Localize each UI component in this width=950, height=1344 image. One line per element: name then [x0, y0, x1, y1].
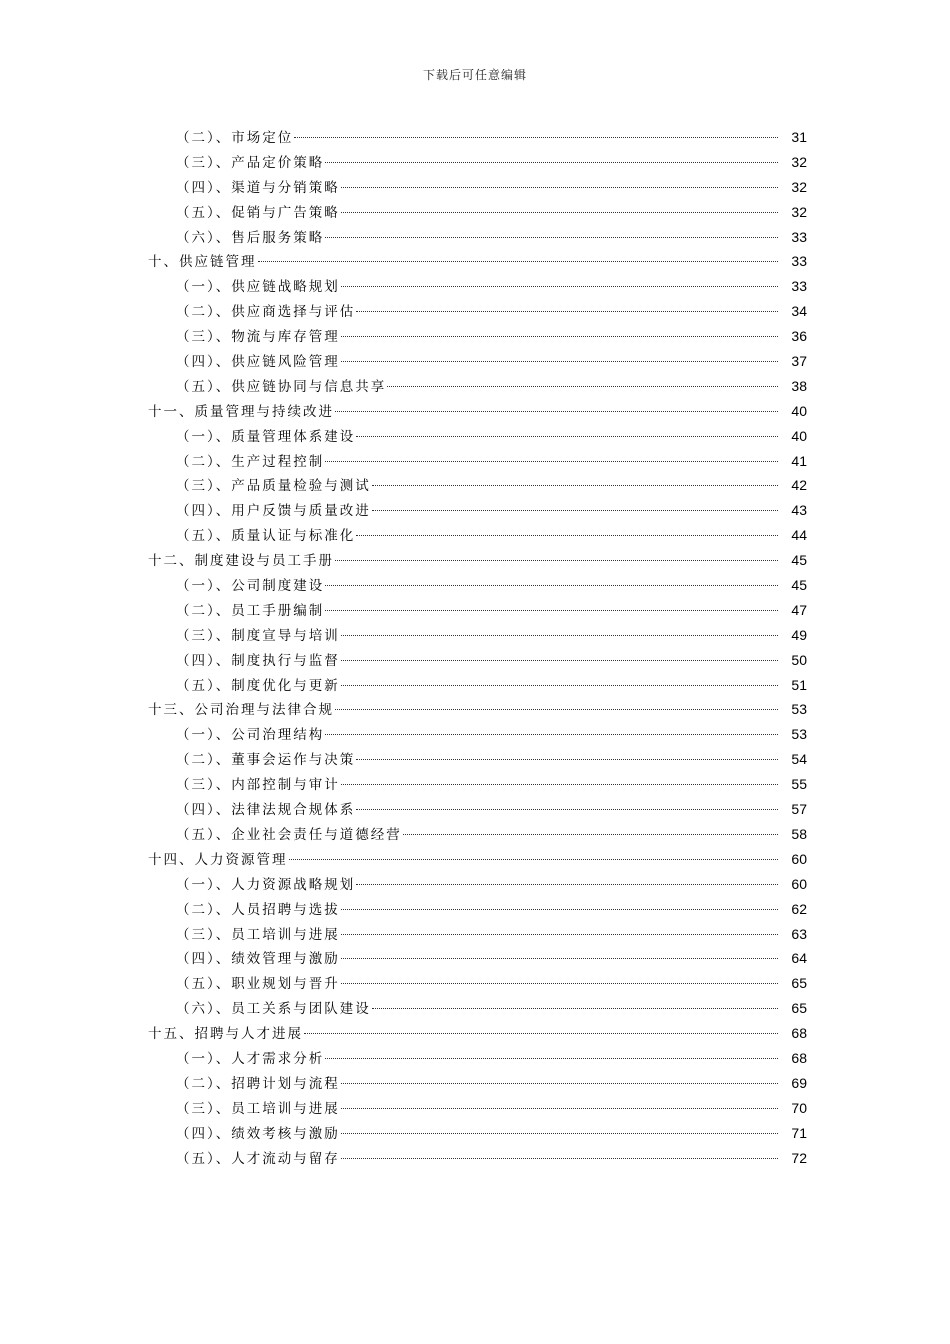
toc-dot-leader [294, 137, 778, 138]
toc-dot-leader [341, 361, 778, 362]
toc-entry-label: （五）、促销与广告策略 [176, 204, 340, 221]
toc-section-entry[interactable] [0, 598, 950, 623]
toc-entry-label: （二）、供应商选择与评估 [176, 304, 356, 321]
toc-section-entry[interactable] [0, 523, 950, 548]
toc-page-number: 44 [791, 527, 807, 544]
toc-page-number: 72 [791, 1149, 807, 1166]
toc-dot-leader [325, 237, 778, 238]
toc-page-number: 70 [791, 1099, 807, 1116]
toc-page-number: 33 [791, 253, 807, 270]
toc-chapter-entry[interactable] [0, 399, 950, 424]
toc-entry-label: （五）、职业规划与晋升 [176, 976, 340, 993]
toc-page-number: 45 [791, 577, 807, 594]
toc-page-number: 34 [791, 303, 807, 320]
toc-entry-label: （三）、产品质量检验与测试 [176, 478, 371, 495]
toc-section-entry[interactable] [0, 946, 950, 971]
toc-entry-label: （三）、内部控制与审计 [176, 777, 340, 794]
toc-dot-leader [403, 834, 778, 835]
toc-entry-label: （二）、市场定位 [176, 130, 294, 146]
toc-dot-leader [341, 784, 778, 785]
toc-dot-leader [335, 411, 778, 412]
toc-dot-leader [356, 884, 778, 885]
toc-section-entry[interactable] [0, 449, 950, 474]
toc-page-number: 62 [791, 900, 807, 917]
toc-entry-label: （四）、法律法规合规体系 [176, 802, 356, 819]
toc-page-number: 43 [791, 502, 807, 519]
toc-dot-leader [372, 485, 778, 486]
toc-dot-leader [341, 286, 778, 287]
toc-dot-leader [289, 859, 779, 860]
toc-page-number: 65 [791, 975, 807, 992]
toc-entry-label: （四）、用户反馈与质量改进 [176, 503, 371, 520]
toc-entry-label: （一）、公司治理结构 [176, 727, 325, 744]
toc-dot-leader [325, 1058, 778, 1059]
toc-entry-label: （四）、绩效管理与激励 [176, 951, 340, 968]
toc-dot-leader [341, 660, 778, 661]
page-header: 下载后可任意编辑 [422, 68, 527, 82]
toc-section-entry[interactable] [0, 1146, 950, 1171]
toc-section-entry[interactable] [0, 200, 950, 225]
toc-page-number: 31 [791, 129, 807, 145]
toc-page-number: 42 [791, 477, 807, 494]
toc-dot-leader [325, 162, 778, 163]
toc-entry-label: （六）、员工关系与团队建设 [176, 1001, 371, 1018]
toc-dot-leader [325, 585, 778, 586]
toc-entry-label: （六）、售后服务策略 [176, 229, 325, 246]
toc-dot-leader [356, 436, 778, 437]
toc-chapter-entry[interactable] [0, 249, 950, 274]
toc-dot-leader [325, 734, 778, 735]
toc-page-number: 71 [791, 1124, 807, 1141]
toc-chapter-entry[interactable] [0, 847, 950, 872]
toc-entry-label: （四）、供应链风险管理 [176, 354, 340, 371]
toc-entry-label: （二）、董事会运作与决策 [176, 752, 356, 769]
toc-entry-label: （三）、物流与库存管理 [176, 329, 340, 346]
toc-section-entry[interactable] [0, 299, 950, 324]
toc-section-entry[interactable] [0, 175, 950, 200]
toc-dot-leader [341, 958, 778, 959]
toc-page-number: 54 [791, 751, 807, 768]
toc-page-number: 51 [791, 676, 807, 693]
toc-section-entry[interactable] [0, 673, 950, 698]
toc-page-number: 65 [791, 1000, 807, 1017]
toc-page-number: 33 [791, 228, 807, 245]
toc-entry-label: （五）、制度优化与更新 [176, 677, 340, 694]
toc-entry-label: （一）、人才需求分析 [176, 1050, 325, 1067]
toc-page-number: 58 [791, 825, 807, 842]
toc-dot-leader [341, 1108, 778, 1109]
toc-page-number: 68 [791, 1025, 807, 1042]
toc-dot-leader [325, 461, 778, 462]
toc-page-number: 57 [791, 801, 807, 818]
toc-entry-label: （一）、人力资源战略规划 [176, 876, 356, 893]
toc-entry-label: 十三、公司治理与法律合规 [148, 702, 334, 719]
toc-section-entry[interactable] [0, 922, 950, 947]
toc-dot-leader [341, 909, 778, 910]
toc-section-entry[interactable] [0, 623, 950, 648]
toc-dot-leader [341, 336, 778, 337]
toc-entry-label: （四）、制度执行与监督 [176, 652, 340, 669]
toc-entry-label: （三）、员工培训与进展 [176, 1100, 340, 1117]
toc-page-number: 63 [791, 925, 807, 942]
toc-page-number: 69 [791, 1074, 807, 1091]
toc-dot-leader [304, 1033, 778, 1034]
toc-page-number: 32 [791, 203, 807, 220]
toc-section-entry[interactable] [0, 1121, 950, 1146]
toc-chapter-entry[interactable] [0, 697, 950, 722]
toc-dot-leader [356, 535, 778, 536]
toc-page-number: 50 [791, 651, 807, 668]
toc-dot-leader [341, 212, 778, 213]
toc-entry-label: （五）、供应链协同与信息共享 [176, 378, 387, 395]
toc-section-entry[interactable] [0, 772, 950, 797]
toc-page-number: 68 [791, 1049, 807, 1066]
toc-page-number: 32 [791, 153, 807, 170]
toc-page-number: 45 [791, 552, 807, 569]
toc-page-number: 38 [791, 377, 807, 394]
toc-entry-label: （四）、绩效考核与激励 [176, 1125, 340, 1142]
toc-section-entry[interactable] [0, 225, 950, 250]
table-of-contents [0, 125, 950, 1170]
toc-page-number: 55 [791, 776, 807, 793]
toc-page-number: 64 [791, 950, 807, 967]
toc-entry-label: 十四、人力资源管理 [148, 851, 288, 868]
toc-section-entry[interactable] [0, 274, 950, 299]
toc-section-entry[interactable] [0, 349, 950, 374]
toc-page-number: 40 [791, 402, 807, 419]
toc-dot-leader [341, 685, 778, 686]
toc-entry-label: 十五、招聘与人才进展 [148, 1026, 303, 1043]
toc-entry-label: （二）、人员招聘与选拔 [176, 901, 340, 918]
toc-section-entry[interactable] [0, 1046, 950, 1071]
toc-page-number: 49 [791, 626, 807, 643]
toc-section-entry[interactable] [0, 125, 950, 150]
toc-section-entry[interactable] [0, 1096, 950, 1121]
toc-section-entry[interactable] [0, 424, 950, 449]
toc-dot-leader [335, 560, 778, 561]
toc-section-entry[interactable] [0, 822, 950, 847]
toc-section-entry[interactable] [0, 648, 950, 673]
toc-dot-leader [335, 709, 778, 710]
toc-dot-leader [356, 759, 778, 760]
toc-dot-leader [341, 635, 778, 636]
toc-section-entry[interactable] [0, 374, 950, 399]
toc-entry-label: （五）、质量认证与标准化 [176, 528, 356, 545]
toc-dot-leader [387, 386, 778, 387]
toc-entry-label: （二）、招聘计划与流程 [176, 1075, 340, 1092]
toc-entry-label: 十二、制度建设与员工手册 [148, 553, 334, 570]
toc-section-entry[interactable] [0, 897, 950, 922]
toc-entry-label: 十一、质量管理与持续改进 [148, 403, 334, 420]
toc-entry-label: （二）、生产过程控制 [176, 453, 325, 470]
toc-page-number: 53 [791, 701, 807, 718]
toc-section-entry[interactable] [0, 872, 950, 897]
toc-dot-leader [341, 187, 778, 188]
toc-dot-leader [341, 1083, 778, 1084]
toc-entry-label: （二）、员工手册编制 [176, 602, 325, 619]
toc-entry-label: （三）、制度宣导与培训 [176, 627, 340, 644]
toc-dot-leader [341, 983, 778, 984]
toc-entry-label: 十、供应链管理 [148, 254, 257, 271]
toc-chapter-entry[interactable] [0, 548, 950, 573]
toc-page-number: 60 [791, 850, 807, 867]
toc-section-entry[interactable] [0, 1071, 950, 1096]
toc-page-number: 37 [791, 353, 807, 370]
toc-chapter-entry[interactable] [0, 1021, 950, 1046]
toc-page-number: 40 [791, 427, 807, 444]
toc-entry-label: （四）、渠道与分销策略 [176, 179, 340, 196]
toc-page-number: 41 [791, 452, 807, 469]
toc-entry-label: （三）、产品定价策略 [176, 154, 325, 171]
toc-entry-label: （五）、企业社会责任与道德经营 [176, 826, 402, 843]
toc-entry-label: （三）、员工培训与进展 [176, 926, 340, 943]
toc-page-number: 53 [791, 726, 807, 743]
toc-section-entry[interactable] [0, 573, 950, 598]
toc-section-entry[interactable] [0, 797, 950, 822]
toc-page-number: 47 [791, 601, 807, 618]
toc-dot-leader [356, 809, 778, 810]
toc-section-entry[interactable] [0, 473, 950, 498]
toc-page-number: 33 [791, 278, 807, 295]
toc-dot-leader [341, 1158, 778, 1159]
toc-entry-label: （一）、供应链战略规划 [176, 279, 340, 296]
toc-dot-leader [341, 1133, 778, 1134]
toc-dot-leader [341, 934, 778, 935]
toc-section-entry[interactable] [0, 722, 950, 747]
toc-dot-leader [372, 510, 778, 511]
toc-entry-label: （一）、质量管理体系建设 [176, 428, 356, 445]
toc-section-entry[interactable] [0, 498, 950, 523]
toc-section-entry[interactable] [0, 747, 950, 772]
toc-dot-leader [356, 311, 778, 312]
toc-section-entry[interactable] [0, 971, 950, 996]
toc-section-entry[interactable] [0, 996, 950, 1021]
toc-section-entry[interactable] [0, 150, 950, 175]
toc-dot-leader [325, 610, 778, 611]
toc-page-number: 32 [791, 178, 807, 195]
toc-page-number: 36 [791, 328, 807, 345]
toc-page-number: 60 [791, 875, 807, 892]
toc-entry-label: （一）、公司制度建设 [176, 578, 325, 595]
toc-entry-label: （五）、人才流动与留存 [176, 1150, 340, 1167]
toc-section-entry[interactable] [0, 324, 950, 349]
toc-dot-leader [372, 1008, 778, 1009]
toc-dot-leader [258, 261, 779, 262]
